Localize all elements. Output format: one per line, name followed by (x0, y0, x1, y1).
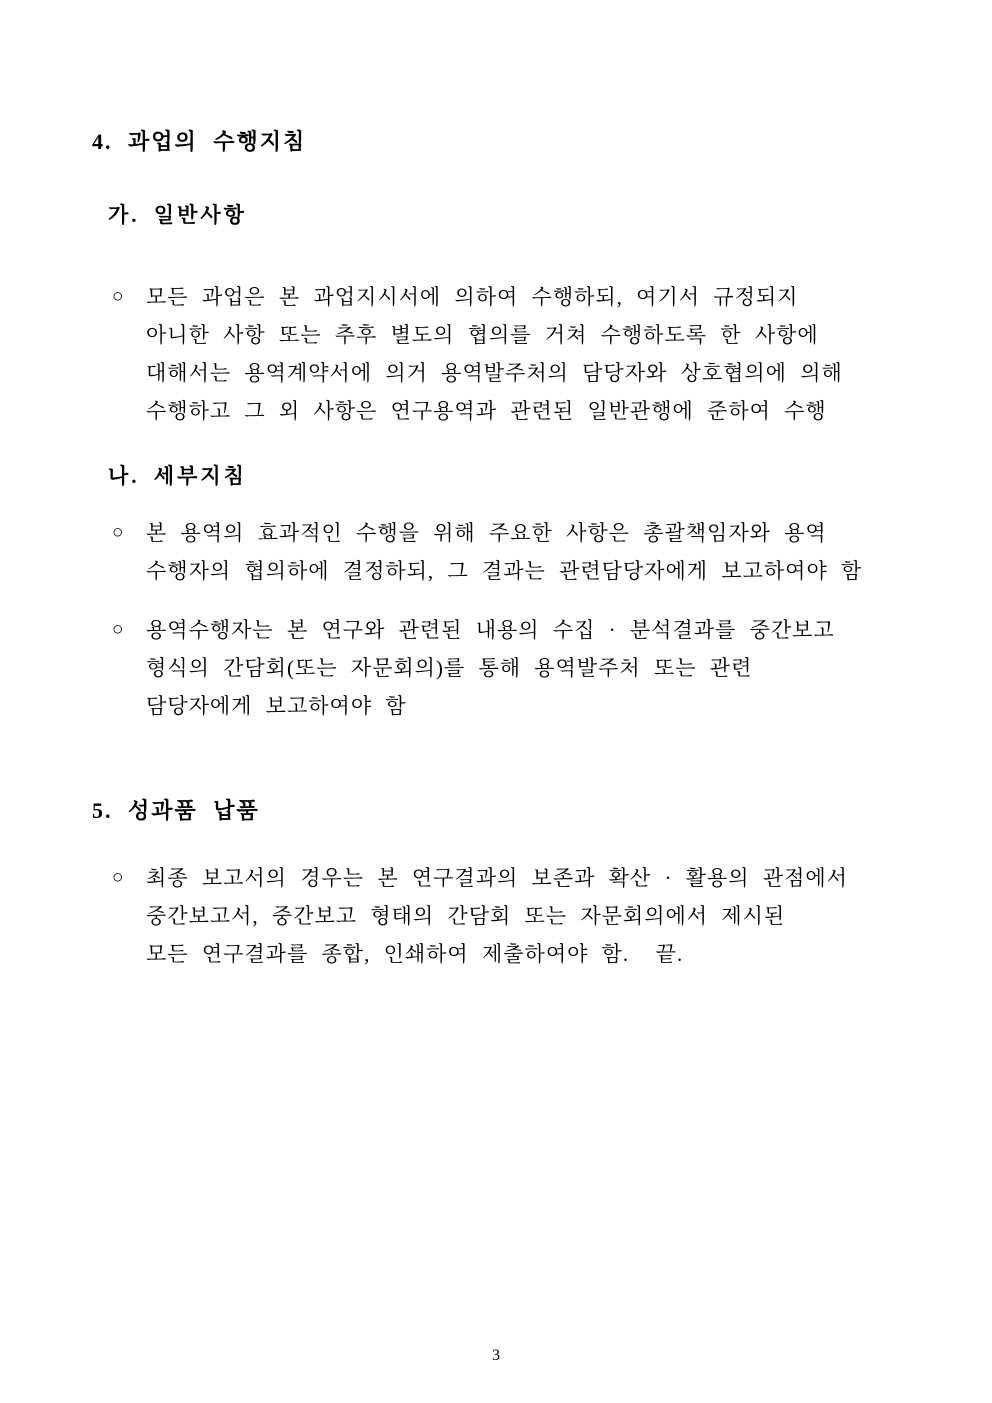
circle-bullet-icon: ○ (112, 522, 124, 543)
bullet-item-detail-1 (112, 514, 972, 590)
text-line: 수행자의 협의하에 결정하되, 그 결과는 관련담당자에게 보고하여야 함 (146, 559, 863, 583)
text-line: 모든 과업은 본 과업지시서에 의하여 수행하되, 여기서 규정되지 (146, 285, 799, 309)
circle-bullet-icon: ○ (112, 286, 124, 307)
text-line: 형식의 간담회(또는 자문회의)를 통해 용역발주처 또는 관련 (146, 656, 753, 680)
text-line: 본 용역의 효과적인 수행을 위해 주요한 사항은 총괄책임자와 용역 (146, 521, 827, 545)
section-5-title: 5. 성과품 납품 (92, 798, 260, 823)
bullet-text (146, 611, 972, 725)
text-line: 최종 보고서의 경우는 본 연구결과의 보존과 확산 · 활용의 관점에서 (146, 866, 848, 890)
text-line: 모든 연구결과를 종합, 인쇄하여 제출하여야 함. 끝. (146, 942, 684, 966)
text-line: 아니한 사항 또는 추후 별도의 협의를 거쳐 수행하도록 한 사항에 (146, 323, 819, 347)
section-4a-heading: 가. 일반사항 (108, 203, 247, 227)
section-4b-heading: 나. 세부지침 (108, 464, 247, 488)
bullet-text (146, 278, 972, 430)
text-line: 담당자에게 보고하여야 함 (146, 694, 407, 718)
bullet-text (146, 514, 972, 590)
bullet-item-deliverables-1 (112, 859, 972, 973)
text-line: 용역수행자는 본 연구와 관련된 내용의 수집 · 분석결과를 중간보고 (146, 618, 835, 642)
text-line: 수행하고 그 외 사항은 연구용역과 관련된 일반관행에 준하여 수행 (146, 399, 827, 423)
bullet-item-detail-2 (112, 611, 972, 725)
bullet-item-general-1 (112, 278, 972, 430)
page-number: 3 (492, 1347, 500, 1364)
text-line: 대해서는 용역계약서에 의거 용역발주처의 담당자와 상호협의에 의해 (146, 361, 843, 385)
circle-bullet-icon: ○ (112, 619, 124, 640)
bullet-text (146, 859, 972, 973)
section-4-title: 4. 과업의 수행지침 (92, 129, 307, 154)
circle-bullet-icon: ○ (112, 867, 124, 888)
text-line: 중간보고서, 중간보고 형태의 간담회 또는 자문회의에서 제시된 (146, 904, 786, 928)
